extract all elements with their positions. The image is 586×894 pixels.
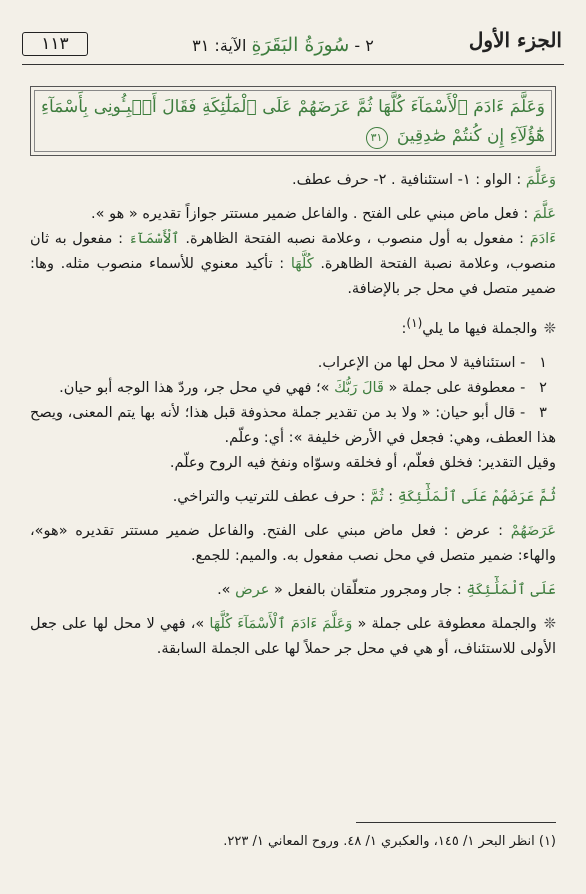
analysis-text: والجملة معطوفة على جملة « (357, 615, 537, 632)
footnote-divider (356, 822, 556, 823)
irab-body (30, 168, 556, 662)
quran-word: ءَادَمَ (529, 231, 557, 247)
footnote: (١) انظر البحر ١/ ١٤٥، والعكبري ١/ ٤٨. وروح المعاني ١/ ٢٢٣. (223, 834, 556, 849)
list-number: ١ (539, 354, 547, 371)
quran-word: ٱلْأَسْمَآءَ (128, 231, 180, 247)
analysis-text: »، فهي لا محل لها على جعل الأولى للاستئناف، أو هي في محل جر حملاً لها على الجملة السابقة. (30, 615, 556, 657)
verse-body: وَعَلَّمَ ءَادَمَ ٱلْأَسْمَآءَ كُلَّهَا ثُمَّ عَرَضَهُمْ عَلَى ٱلْمَلَٰٓئِكَةِ فَقَالَ أَنۢبِـُٔونِى بِأَسْمَآءِ هَٰٓؤُلَآءِ إِن كُنتُمْ صَٰدِقِينَ (41, 97, 545, 146)
paragraph-ala (30, 578, 556, 603)
quran-word: كُلَّهَا (290, 256, 314, 272)
list-number: ٣ (539, 404, 547, 421)
footnote-ref: (١) (406, 316, 423, 330)
page-header (18, 28, 568, 64)
ayah-end-marker: ٣١ (366, 127, 388, 149)
quran-word: ثُمَّ (369, 488, 384, 505)
analysis-text: : عرض : فعل ماض مبني على الفتح. والفاعل ضمير مستتر تقديره «هو»، والهاء: ضمير متصل في محل نصب مفعول به. والميم: للجمع. (30, 522, 556, 564)
verb-reference: عرض (235, 581, 270, 598)
surah-name: سُورَةُ البَقَرَةِ (251, 34, 350, 56)
quran-word: وَعَلَّمَ (525, 172, 556, 188)
analysis-text: : الواو : ١- استئنافية . ٢- حرف عطف. (292, 172, 522, 188)
list-text: - قال أبو حيان: « ولا بد من تقدير جملة محذوفة قبل هذا؛ لأنه بها يتم المعنى، ويصح هذا العطف، وهي: فجعل في الأرض خليفة »: أي: وعلّم. (30, 404, 556, 446)
list-text: - معطوفة على جملة « (388, 379, 526, 396)
paragraph-thumma: ثُمَّ عَرَضَهُمْ عَلَى ٱلْمَلَٰٓئِكَةِ : ثُمَّ : حرف عطف للترتيب والتراخي. (172, 488, 556, 505)
quran-word: عَرَضَهُمْ (510, 522, 557, 539)
list-number: ٢ (539, 379, 547, 396)
paragraph-final (30, 612, 556, 662)
list-text: »؛ فهي في محل جر، وردّ هذا الوجه أبو حيان. (59, 379, 330, 396)
quran-quote: وَعَلَّمَ ءَادَمَ ٱلْأَسْمَآءَ كُلَّهَا (209, 615, 353, 632)
list-text: - استئنافية لا محل لها من الإعراب. (317, 354, 526, 371)
paragraph-waalama (30, 168, 556, 193)
paragraph-aradahum (30, 519, 556, 569)
verse-frame (30, 86, 556, 156)
ayah-label: الآية: ٣١ (192, 36, 247, 55)
list-item (30, 401, 556, 451)
analysis-text: ». (217, 581, 231, 598)
juz-title: الجزء الأول (468, 28, 562, 52)
analysis-text: : مفعول به ثان منصوب، وعلامة نصبة الفتحة الظاهرة. (30, 231, 557, 272)
list-item (30, 376, 556, 401)
surah-prefix: ٢ - (354, 36, 374, 55)
header-divider (22, 64, 564, 65)
analysis-text: : جار ومجرور متعلّقان بالفعل « (273, 581, 462, 598)
surah-line (138, 34, 428, 56)
paragraph-adam (30, 227, 556, 302)
paragraph-allama (30, 202, 556, 227)
analysis-text: : حرف عطف للترتيب والتراخي. (172, 488, 366, 505)
analysis-text: : مفعول به أول منصوب ، وعلامة نصبه الفتحة الظاهرة. (185, 231, 525, 247)
taqdir-paragraph: وقيل التقدير: فخلق فعلّم، أو فخلقه وسوّاه ونفخ فيه الروح وعلّم. (169, 454, 556, 471)
analysis-text: : تأكيد معنوي للأسماء منصوب مثله. وها: ضمير متصل في محل جر بالإضافة. (30, 256, 556, 297)
bullet-icon: ❊ (543, 615, 557, 632)
verse-text (41, 93, 545, 151)
jumla-heading: ❊ والجملة فيها ما يلي$^{(١)}$: (30, 311, 556, 342)
quran-word: عَلَى ٱلْمَلَٰٓئِكَةِ (466, 581, 556, 598)
quran-word: عَلَّمَ (532, 206, 556, 222)
bullet-icon: ❊ (543, 320, 556, 337)
quran-quote: قَالَ رَبُّكَ (334, 379, 384, 396)
jumla-intro: والجملة فيها ما يلي (422, 320, 538, 337)
list-item (30, 351, 556, 376)
page-number: ١١٣ (22, 32, 88, 56)
analysis-text: : فعل ماض مبني على الفتح . والفاعل ضمير مستتر جوازاً تقديره « هو ». (91, 206, 529, 222)
quran-phrase: ثُمَّ عَرَضَهُمْ عَلَى ٱلْمَلَٰٓئِكَةِ (397, 488, 556, 505)
